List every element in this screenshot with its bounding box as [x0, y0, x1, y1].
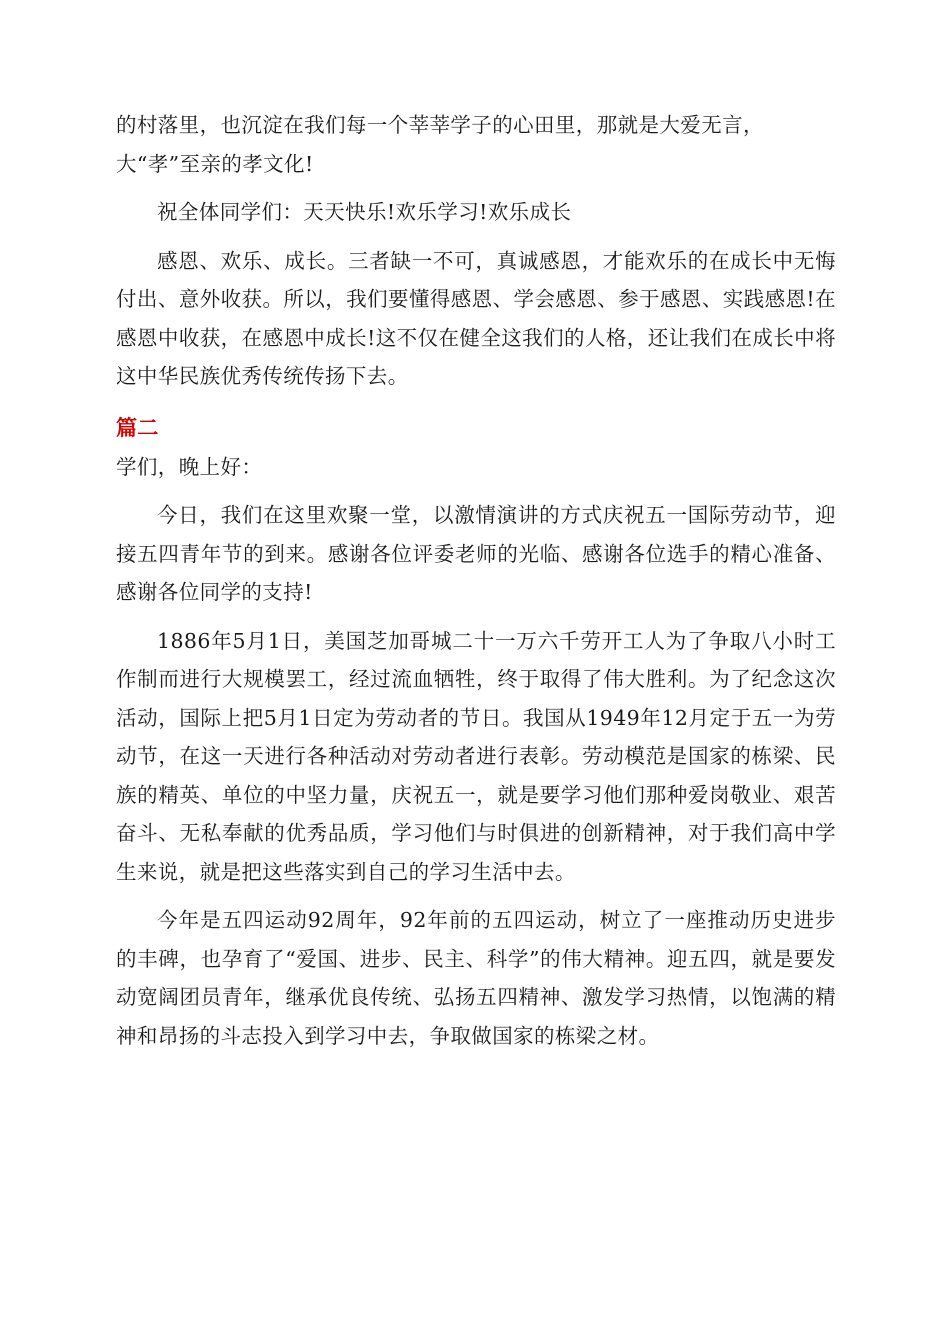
- paragraph-line: 大“孝”至亲的孝文化!: [116, 151, 314, 176]
- paragraph-line: 的村落里，也沉淀在我们每一个莘莘学子的心田里，那就是大爱无言，: [116, 113, 764, 137]
- document-body: [116, 106, 836, 1055]
- greeting-line: 学们，晚上好：: [116, 454, 263, 479]
- paragraph-gratitude: 感恩、欢乐、成长。三者缺一不可，真诚感恩，才能欢乐的在成长中无悔付出、意外收获。所以，我们要懂得感恩、学会感恩、参于感恩、实践感恩!在感恩中收获，在感恩中成长!这不仅在健全这我们的人格，还让我们在成长中将这中华民族优秀传统传扬下去。: [116, 248, 836, 388]
- paragraph-wish: 祝全体同学们：天天快乐!欢乐学习!欢乐成长: [157, 200, 572, 224]
- section-heading: 篇二: [116, 415, 159, 440]
- paragraph-may-day: 1886年5月1日，美国芝加哥城二十一万六千劳开工人为了争取八小时工作制而进行大规模罢工，经过流血牺牲，终于取得了伟大胜利。为了纪念这次活动，国际上把5月1日定为劳动者的节日。我国从1949年12月定于五一为劳动节，在这一天进行各种活动对劳动者进行表彰。劳动模范是国家的栋梁、民族的精英、单位的中坚力量，庆祝五一，就是要学习他们那种爱岗敬业、艰苦奋斗、无私奉献的优秀品质，学习他们与时俱进的创新精神，对于我们高中学生来说，就是把这些落实到自己的学习生活中去。: [116, 628, 836, 884]
- paragraph-may-fourth: 今年是五四运动92周年，92年前的五四运动，树立了一座推动历史进步的丰碑，也孕育了“爱国、进步、民主、科学”的伟大精神。迎五四，就是要发动宽阔团员青年，继承优良传统、弘扬五四精神、激发学习热情，以饱满的精神和昂扬的斗志投入到学习中去，争取做国家的栋梁之材。: [116, 908, 836, 1048]
- paragraph-opening: 今日，我们在这里欢聚一堂，以激情演讲的方式庆祝五一国际劳动节，迎接五四青年节的到来。感谢各位评委老师的光临、感谢各位选手的精心准备、感谢各位同学的支持!: [116, 503, 836, 604]
- paragraph-continuation: [116, 106, 836, 183]
